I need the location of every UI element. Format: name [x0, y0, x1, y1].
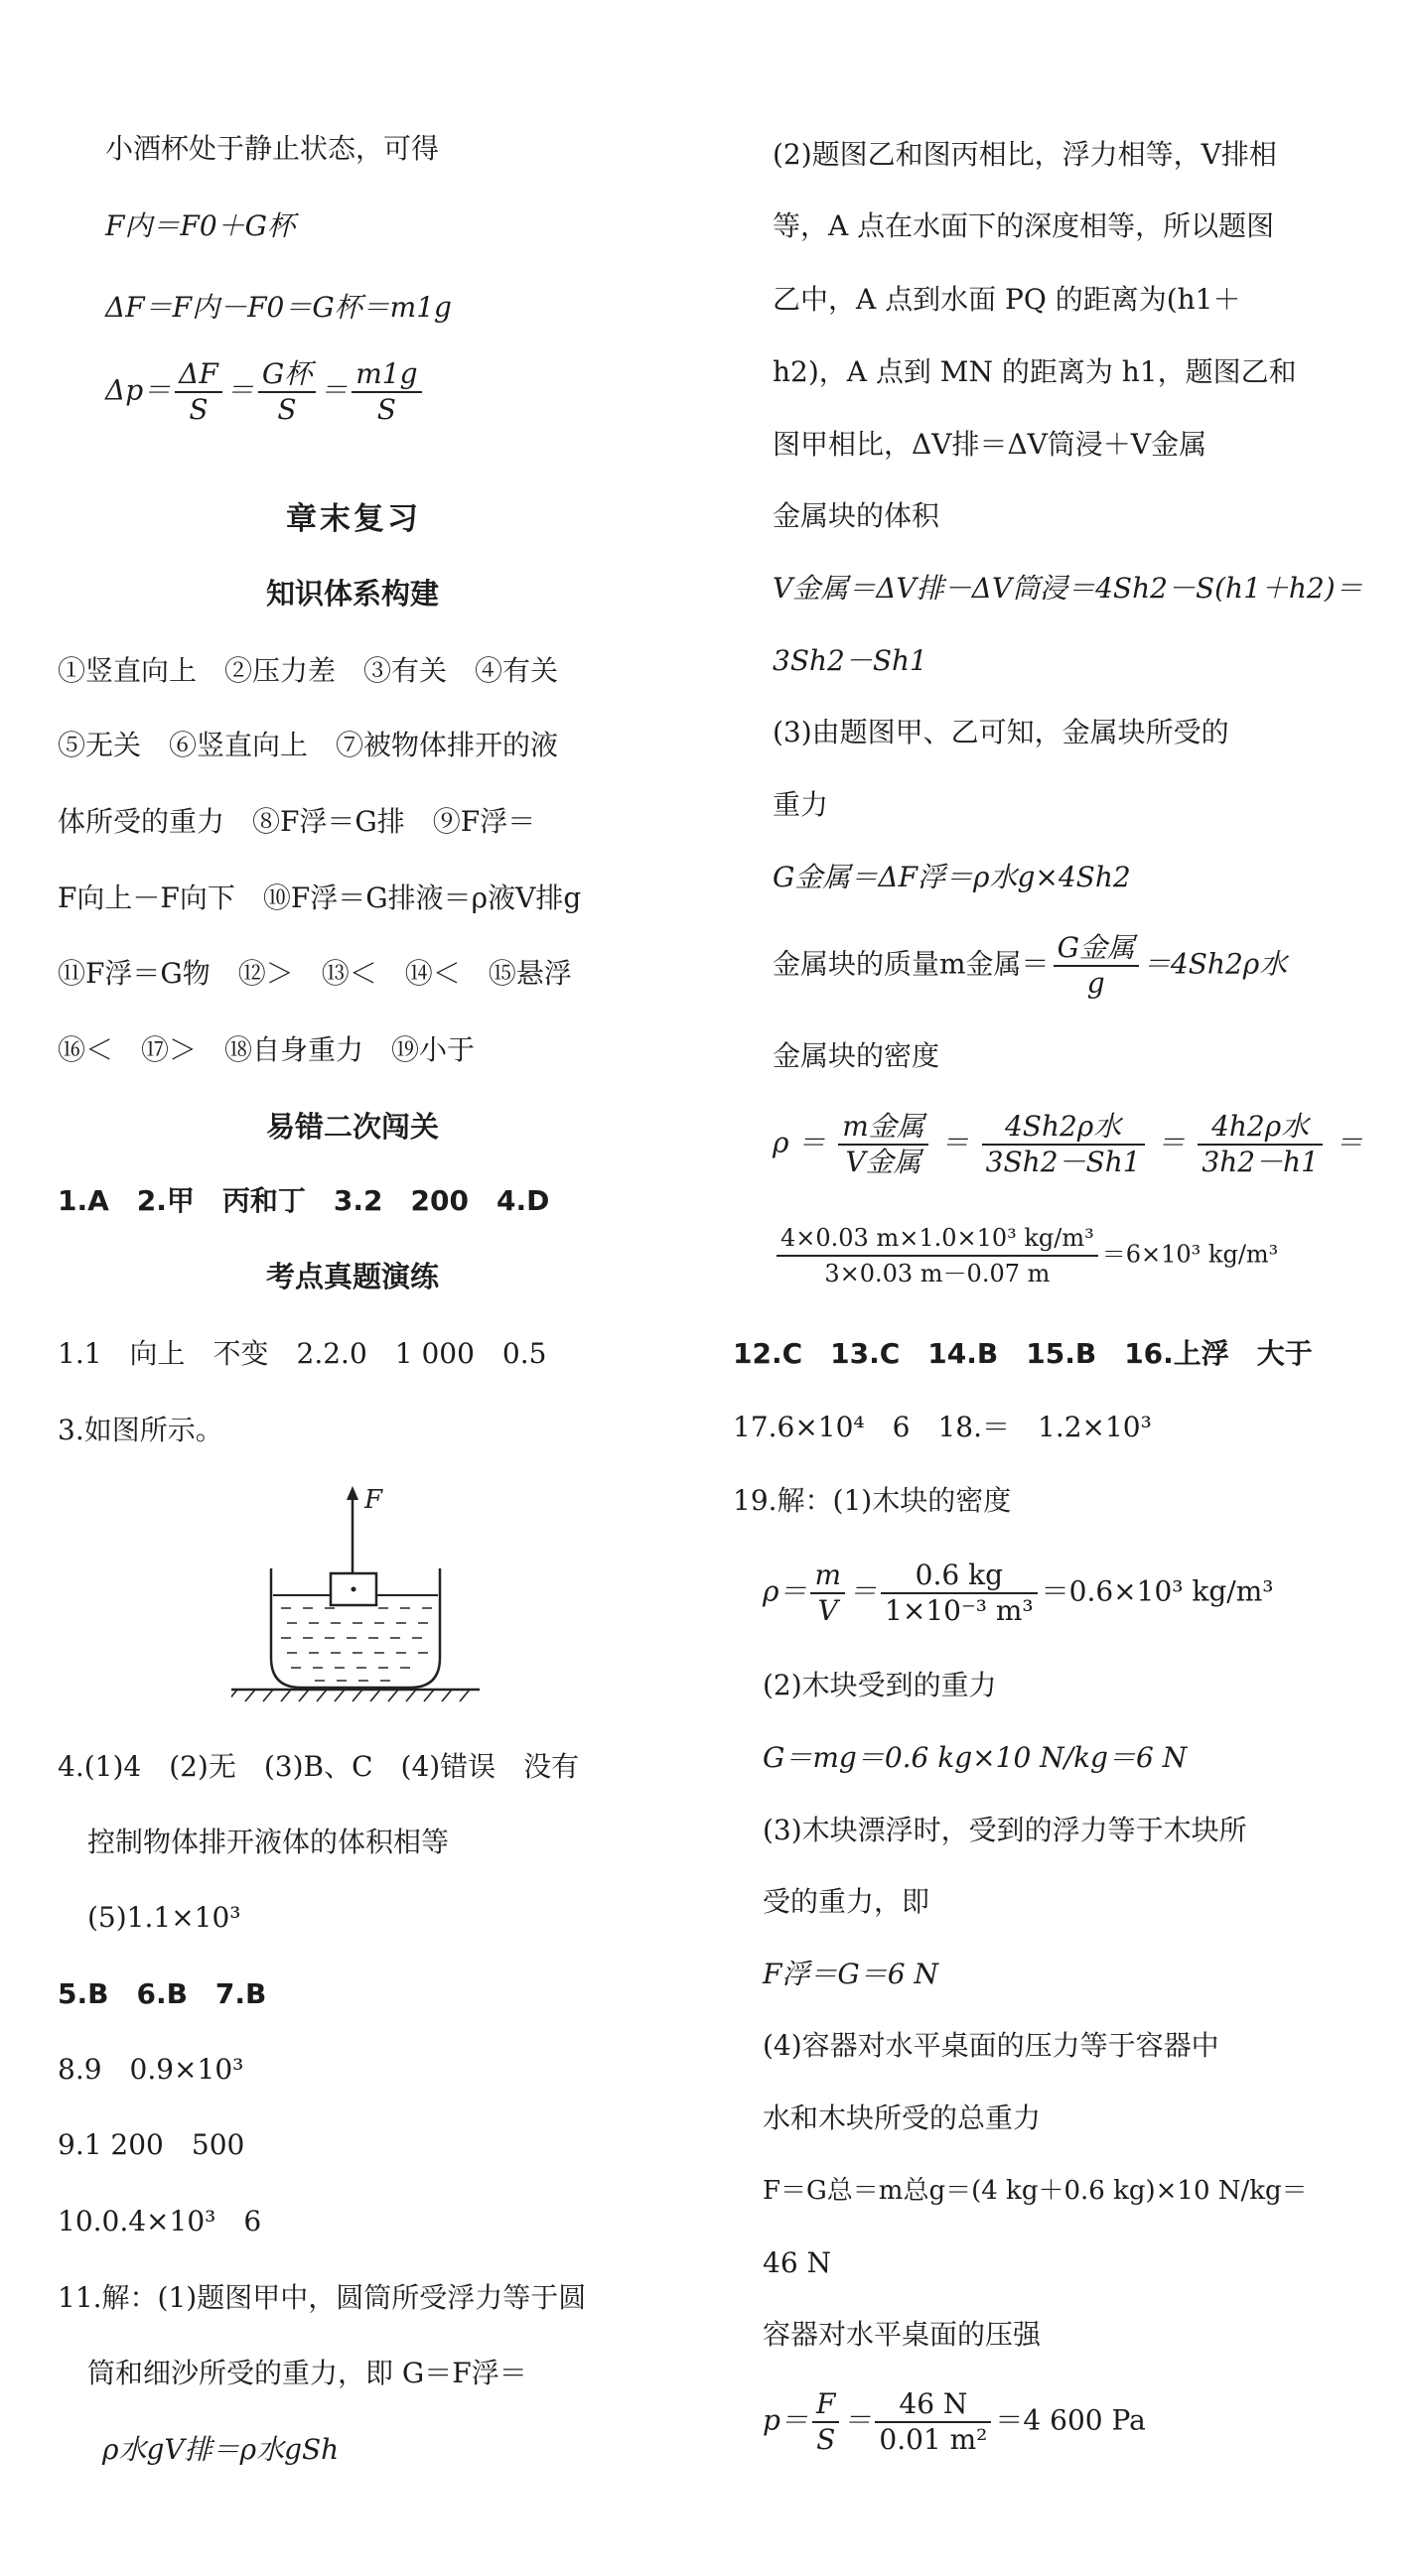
- fraction: [810, 1559, 845, 1628]
- equation-fraction: p＝ $\frac{F}{S}$ ＝ $\frac{46 N}{\text{0.01 m²}}$ ＝4 600 Pa: [763, 2387, 1146, 2456]
- equation-fraction: [773, 931, 1287, 1001]
- equation-lhs: 金属块的质量m金属＝: [773, 947, 1050, 981]
- text-line: 重力: [773, 788, 829, 821]
- equation-fraction: Δp＝ $\frac{\Delta F}{S}$ ＝ G杯 S ＝ $\frac{m1g}{S}$: [105, 357, 426, 427]
- equation: 46 N: [763, 2246, 832, 2279]
- equation-fraction: ρ＝ $\frac{m}{V}$ ＝ $\frac{0.6 kg}{\text{1×10⁻³ m³}}$ ＝0.6×10³ kg/m³: [763, 1559, 1274, 1627]
- text-line: 乙中，A 点到水面 PQ 的距离为(h1＋: [773, 283, 1241, 316]
- numerator: m金属: [838, 1110, 928, 1146]
- equation-lhs: ρ ＝: [773, 1126, 826, 1159]
- fraction: [1054, 931, 1139, 1001]
- answer-line: 4.(1)4 (2)无 (3)B、C (4)错误 没有: [58, 1750, 580, 1783]
- denominator: 3h2－h1: [1202, 1146, 1319, 1178]
- answer-line: 17.6×10⁴ 6 18.＝ 1.2×10³: [733, 1411, 1152, 1443]
- numerator: F: [812, 2387, 839, 2423]
- equation-rhs: ＝4Sh2ρ水: [1142, 947, 1288, 981]
- numerator: 4×0.03 m×1.0×10³ kg/m³: [777, 1221, 1098, 1257]
- text-line: (3)木块漂浮时，受到的浮力等于木块所: [763, 1814, 1247, 1846]
- answer-line: 8.9 0.9×10³: [58, 2053, 244, 2086]
- equation: G金属＝ΔF浮＝ρ水g×4Sh2: [773, 861, 1131, 893]
- answer-line: 3.如图所示。: [58, 1414, 223, 1446]
- equation: F浮＝G＝6 N: [763, 1958, 939, 1990]
- numerator: ΔF: [175, 357, 222, 393]
- denominator: S: [277, 393, 297, 426]
- fraction: [812, 2387, 839, 2457]
- equation-rhs: ＝6×10³ kg/m³: [1101, 1240, 1279, 1269]
- ground-hatching: [231, 1690, 470, 1701]
- answer-line: F向上－F向下 ⑩F浮＝G排液＝ρ液V排g: [58, 881, 582, 914]
- equals: ＝: [1157, 1126, 1186, 1159]
- answer-line: 9.1 200 500: [58, 2128, 245, 2161]
- equation: V金属＝ΔV排－ΔV筒浸＝4Sh2－S(h1＋h2)＝: [773, 572, 1363, 605]
- answer-line: ⑯＜ ⑰＞ ⑱自身重力 ⑲小于: [58, 1033, 476, 1066]
- equation: F＝G总＝m总g＝(4 kg＋0.6 kg)×10 N/kg＝: [763, 2176, 1308, 2206]
- fraction: [1198, 1110, 1323, 1179]
- equation-lhs: ρ＝: [763, 1574, 807, 1608]
- text-line: (2)题图乙和图丙相比，浮力相等，V排相: [773, 138, 1277, 171]
- denominator: S: [816, 2423, 836, 2456]
- text-line: 金属块的体积: [773, 499, 940, 532]
- numerator: 46 N: [875, 2387, 991, 2423]
- answer-line: 1.1 向上 不变 2.2.0 1 000 0.5: [58, 1337, 547, 1370]
- text-line: 受的重力，即: [763, 1885, 930, 1918]
- equation-fraction: [773, 1221, 1278, 1290]
- fraction: [875, 2387, 991, 2457]
- answer-line: 10.0.4×10³ 6: [58, 2205, 262, 2237]
- equation-rhs: ＝0.6×10³ kg/m³: [1041, 1574, 1274, 1608]
- text-line: h2)，A 点到 MN 的距离为 h1，题图乙和: [773, 355, 1297, 388]
- answer-line: (5)1.1×10³: [87, 1901, 241, 1934]
- answer-line: ①竖直向上 ②压力差 ③有关 ④有关: [58, 654, 559, 687]
- answer-line: 体所受的重力 ⑧F浮＝G排 ⑨F浮＝: [58, 805, 536, 838]
- denominator: g: [1086, 967, 1105, 1000]
- buoyancy-diagram: [231, 1484, 490, 1707]
- text-line: 容器对水平桌面的压强: [763, 2318, 1042, 2351]
- equation: 3Sh2－Sh1: [773, 644, 927, 677]
- equation-rhs: ＝4 600 Pa: [995, 2403, 1146, 2437]
- answer-line: ⑪F浮＝G物 ⑫＞ ⑬＜ ⑭＜ ⑮悬浮: [58, 957, 572, 990]
- answer-line: 19.解：(1)木块的密度: [733, 1484, 1012, 1517]
- equation-lhs: Δp＝: [105, 373, 172, 407]
- section-heading: 易错二次闯关: [266, 1110, 440, 1144]
- denominator: 3Sh2－Sh1: [985, 1146, 1141, 1178]
- equation: ρ水gV排＝ρ水gSh: [102, 2433, 340, 2466]
- equation: G＝mg＝0.6 kg×10 N/kg＝6 N: [763, 1741, 1188, 1774]
- force-label: F: [364, 1485, 383, 1515]
- answer-line: 11.解：(1)题图甲中，圆筒所受浮力等于圆: [58, 2281, 587, 2314]
- denominator: S: [376, 393, 396, 426]
- liquid-hatching: [281, 1608, 432, 1681]
- numerator: G杯: [258, 357, 316, 393]
- text-line: (3)由题图甲、乙可知，金属块所受的: [773, 716, 1229, 748]
- numerator: m1g: [352, 357, 421, 393]
- fraction: [881, 1559, 1038, 1628]
- section-heading: 知识体系构建: [266, 577, 440, 610]
- fraction: [175, 357, 222, 427]
- fraction: [982, 1110, 1145, 1179]
- answer-line: 12.C 13.C 14.B 15.B 16.上浮 大于: [733, 1337, 1313, 1370]
- denominator: V金属: [845, 1146, 921, 1178]
- center-of-mass: [352, 1587, 356, 1592]
- denominator: V: [817, 1594, 838, 1627]
- answer-line: 筒和细沙所受的重力，即 G＝F浮＝: [87, 2357, 527, 2389]
- equals: ＝: [1335, 1126, 1363, 1159]
- equation-fraction: [773, 1110, 1363, 1179]
- text-line: (4)容器对水平桌面的压力等于容器中: [763, 2029, 1219, 2062]
- text-line: 小酒杯处于静止状态，可得: [105, 132, 440, 165]
- arrow-head-icon: [347, 1486, 358, 1500]
- section-heading: 考点真题演练: [266, 1260, 440, 1293]
- denominator: 0.01 m²: [879, 2423, 988, 2456]
- denominator: 1×10⁻³ m³: [885, 1594, 1034, 1627]
- section-heading-chapter: 章末复习: [286, 501, 421, 537]
- numerator: 4h2ρ水: [1198, 1110, 1323, 1146]
- fraction: [352, 357, 421, 427]
- numerator: 4Sh2ρ水: [982, 1110, 1145, 1146]
- fraction: [258, 357, 316, 427]
- equation-lhs: p＝: [763, 2403, 808, 2437]
- equation: ΔF＝F内－F0＝G杯＝m1g: [105, 291, 452, 324]
- denominator: 3×0.03 m－0.07 m: [824, 1260, 1051, 1288]
- answer-line: 控制物体排开液体的体积相等: [87, 1826, 450, 1858]
- text-line: 金属块的密度: [773, 1039, 940, 1072]
- equals: ＝: [940, 1126, 969, 1159]
- equation: F内＝F0＋G杯: [105, 209, 296, 242]
- text-line: (2)木块受到的重力: [763, 1669, 997, 1701]
- answer-line: 5.B 6.B 7.B: [58, 1977, 267, 2010]
- numerator: G金属: [1054, 931, 1139, 967]
- fraction: [838, 1110, 928, 1179]
- numerator: m: [810, 1559, 845, 1594]
- answer-line: 1.A 2.甲 丙和丁 3.2 200 4.D: [58, 1184, 550, 1217]
- text-line: 等，A 点在水面下的深度相等，所以题图: [773, 209, 1275, 242]
- text-line: 水和木块所受的总重力: [763, 2101, 1042, 2134]
- text-line: 图甲相比，ΔV排＝ΔV筒浸＋V金属: [773, 428, 1207, 461]
- numerator: 0.6 kg: [881, 1559, 1038, 1594]
- fraction: [777, 1221, 1098, 1290]
- denominator: S: [189, 393, 209, 426]
- answer-line: ⑤无关 ⑥竖直向上 ⑦被物体排开的液: [58, 729, 559, 761]
